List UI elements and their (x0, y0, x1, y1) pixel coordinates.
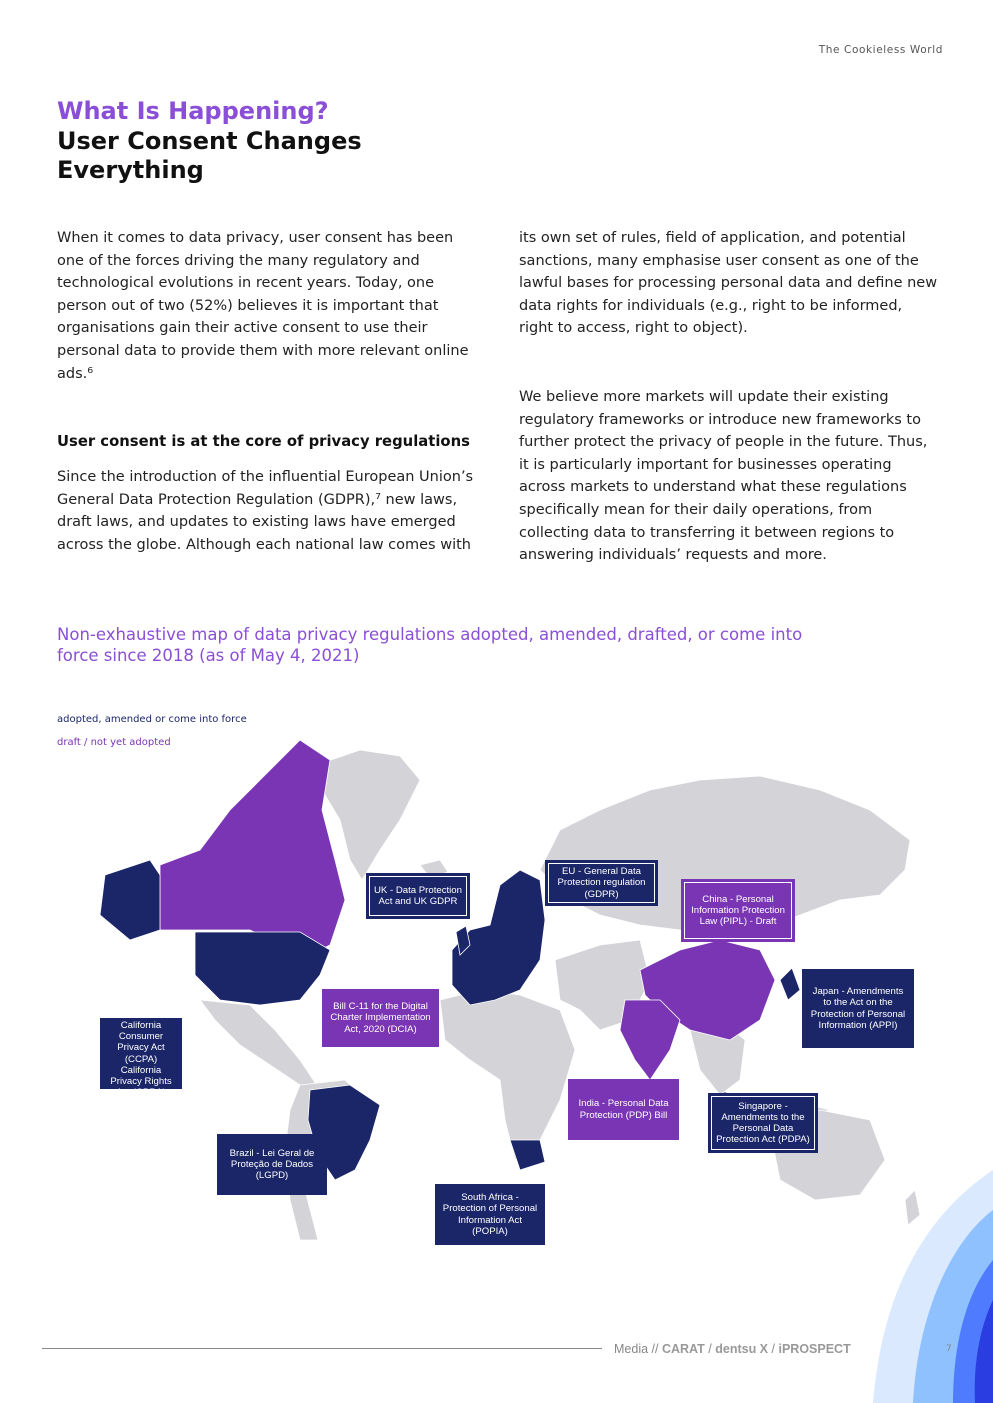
page-number: 7 (946, 1344, 952, 1354)
footer-brands (614, 1342, 851, 1356)
legend-adopted-label: adopted, amended or come into force (57, 714, 247, 725)
running-header: The Cookieless World (818, 44, 943, 56)
map-label-singapore: Singapore - Amendments to the Personal Data Protection Act (PDPA) (708, 1093, 818, 1153)
page-title: User Consent Changes Everything (57, 127, 362, 184)
map-label-uk: UK - Data Protection Act and UK GDPR (366, 873, 470, 919)
footer-sep-1: / (708, 1342, 712, 1356)
footer-divider (42, 1348, 602, 1349)
map-label-usa: USA - California Consumer Privacy Act (CCPA) California Privacy Rights Act (CPRA) (100, 1018, 182, 1089)
footer-brand-carat: CARAT (661, 1342, 705, 1356)
map-label-brazil: Brazil - Lei Geral de Proteção de Dados (LGPD) (217, 1134, 327, 1195)
legend-draft-label: draft / not yet adopted (57, 737, 171, 748)
body-paragraph-4: We believe more markets will update their existing regulatory frameworks or introduce new frameworks to further protect the privacy of people in the future. Thus, it is particularly important for businesses operating across markets to understand what these regulations specifically mean for their daily operations, from collecting data to transferring it between regions to answering individuals’ requests and more. (519, 389, 928, 564)
decorative-swirl-graphic (813, 1150, 993, 1403)
footer-sep-2: / (771, 1342, 775, 1356)
map-label-eu: EU - General Data Protection regulation (GDPR) (545, 860, 658, 906)
body-paragraph-1: When it comes to data privacy, user consent has been one of the forces driving the many regulatory and technological evolutions in recent years. Today, one person out of two (52%) believes it is important that organisations gain their active consent to use their personal data to provide them with more relevant online ads.⁶ (57, 230, 469, 382)
section-subheading: User consent is at the core of privacy regulations (57, 433, 470, 450)
map-label-south-africa: South Africa - Protection of Personal Information Act (POPIA) (435, 1184, 545, 1245)
body-paragraph-3: its own set of rules, field of application, and potential sanctions, many emphasise user consent as one of the lawful bases for processing personal data and define new data rights for individuals (e.g., right to be informed, right to access, right to object). (519, 230, 938, 337)
footer-brand-prefix: Media // (614, 1342, 659, 1356)
footer-brand-dentsux: dentsu X (715, 1342, 769, 1356)
body-paragraph-2: Since the introduction of the influential European Union’s General Data Protection Regulation (GDPR),⁷ new laws, draft laws, and updates to existing laws have emerged across the globe. Although each national law comes with (57, 469, 474, 553)
map-label-india: India - Personal Data Protection (PDP) Bill (568, 1079, 679, 1140)
map-label-japan: Japan - Amendments to the Act on the Protection of Personal Information (APPI) (802, 969, 914, 1048)
footer-brand-iprospect: iPROSPECT (778, 1342, 851, 1356)
map-label-china: China - Personal Information Protection Law (PIPL) - Draft (681, 879, 795, 942)
map-label-canada: Bill C-11 for the Digital Charter Implementation Act, 2020 (DCIA) (322, 989, 439, 1047)
map-title: Non-exhaustive map of data privacy regulations adopted, amended, drafted, or come into force since 2018 (as of May 4, 2021) (57, 625, 803, 665)
page-title-kicker: What Is Happening? (57, 97, 329, 125)
